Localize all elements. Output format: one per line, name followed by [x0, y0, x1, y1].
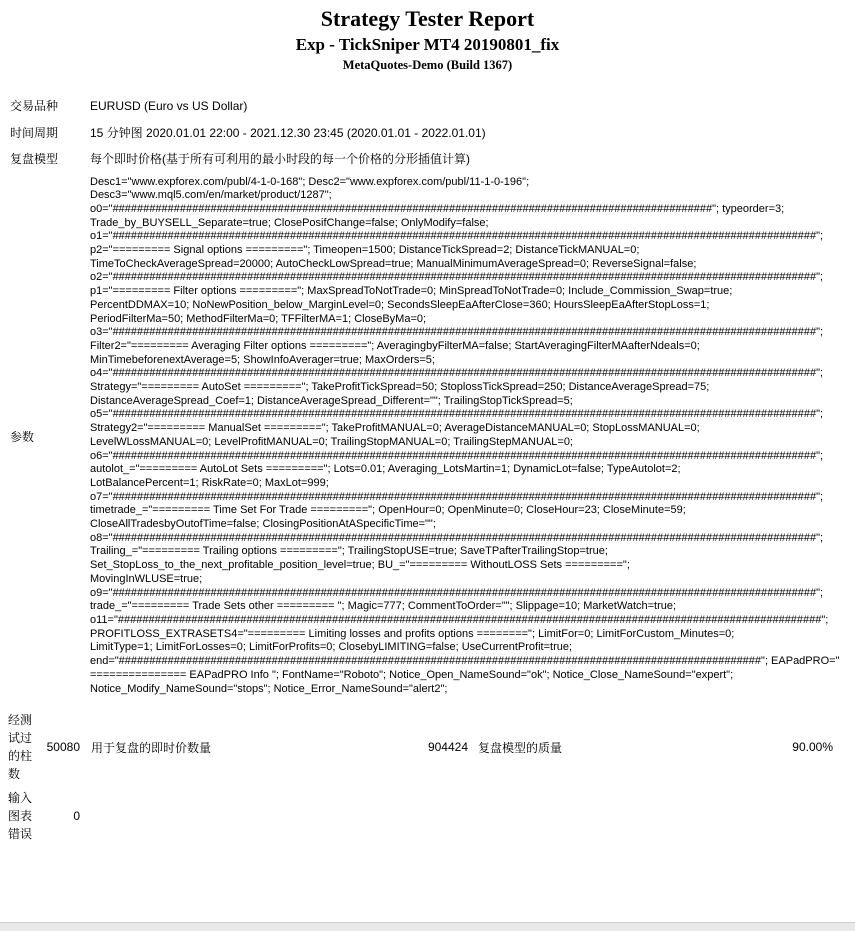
parameter-line: o5="###################################################################################################################";: [90, 408, 824, 421]
parameter-line: end="#########################################################################################################"; EAPadPRO=": [90, 655, 840, 668]
parameter-line: Trailing_="========= Trailing options ========="; TrailingStopUSE=true; SaveTPafterTrailingStop=true;: [90, 545, 608, 558]
model-label: 复盘模型: [10, 152, 59, 166]
parameter-line: PROFITLOSS_EXTRASETS4="========= Limiting losses and profits options ========"; LimitFor=0; LimitForCustom_Minutes=0;: [90, 627, 735, 640]
parameter-line: MovingInWLUSE=true;: [90, 572, 203, 585]
parameter-line: o3="###################################################################################################################";: [90, 326, 824, 339]
bars-in-test-value: 50080: [46, 740, 80, 755]
parameters-label: 参数: [10, 430, 35, 445]
parameter-line: MinTimebeforenextAverage=5; ShowInfoAverager=true; MaxOrders=5;: [90, 353, 435, 366]
parameter-line: timetrade_="========= Time Set For Trade ========="; OpenHour=0; OpenMinute=0; CloseHour=23; CloseMinute=59;: [90, 504, 686, 517]
parameter-line: =============== EAPadPRO Info "; FontName="Roboto"; Notice_Open_NameSound="ok"; Notice_Close_NameSound="expert";: [90, 668, 734, 681]
parameter-line: o11="###################################################################################################################";: [90, 614, 829, 626]
parameter-line: LotBalancePercent=1; RiskRate=0; MaxLot=999;: [90, 476, 329, 489]
parameter-line: autolot_="========= AutoLot Sets ========="; Lots=0.01; Averaging_LotsMartin=1; DynamicLot=false; TypeAutolot=2;: [90, 463, 681, 476]
parameter-line: Strategy="========= AutoSet ========="; TakeProfitTickSpread=50; StoplossTickSpread=250; DistanceAverageSpread=75;: [90, 381, 710, 394]
stats-table: [0, 708, 834, 846]
period-value: 15 分钟图 2020.01.01 22:00 - 2021.12.30 23:45 (2020.01.01 - 2022.01.01): [90, 125, 486, 140]
symbol-label: 交易品种: [10, 99, 59, 113]
ticks-modelled-value: 904424: [427, 740, 468, 755]
parameter-line: DistanceAverageSpread_Coef=1; DistanceAverageSpread_Different=""; TrailingStopTickSpread=5;: [90, 394, 573, 407]
parameter-line: Notice_Modify_NameSound="stops"; Notice_Error_NameSound="alert2";: [90, 682, 448, 695]
mismatched-charts-errors-label: 输入图表错误: [8, 791, 33, 842]
parameter-line: o2="###################################################################################################################";: [90, 271, 824, 284]
mismatched-charts-row: [0, 786, 834, 846]
parameter-line: o9="###################################################################################################################";: [90, 586, 824, 599]
parameter-line: o4="###################################################################################################################";: [90, 367, 824, 380]
model-value: 每个即时价格(基于所有可利用的最小时段的每一个价格的分形插值计算): [90, 152, 470, 166]
parameter-line: Filter2="========= Averaging Filter options ========="; AveragingbyFilterMA=false; StartAveragingFilterMAafterNdeals=0;: [90, 339, 700, 352]
parameter-line: trade_="========= Trade Sets other ========= "; Magic=777; CommentToOrder=""; Slippage=10; MarketWatch=true;: [90, 600, 677, 613]
parameter-line: LevelWLossMANUAL=0; LevelProfitMANUAL=0; TrailingStopMANUAL=0; TrailingStepMANUAL=0;: [90, 435, 573, 448]
horizontal-scrollbar[interactable]: [0, 922, 855, 931]
parameter-line: LimitType=1; LimitForLosses=0; LimitForProfits=0; ClosebyLIMITING=false; UseCurrentProfit=true;: [90, 641, 573, 654]
symbol-value: EURUSD (Euro vs US Dollar): [90, 99, 248, 113]
parameter-line: CloseAllTradesbyOutofTime=false; ClosingPositionAtASpecificTime="";: [90, 518, 436, 531]
period-row: [0, 120, 855, 147]
report-title: Strategy Tester Report: [320, 6, 535, 31]
modelling-quality-label: 复盘模型的质量: [478, 740, 563, 755]
symbol-row: [0, 93, 855, 120]
model-row: [0, 146, 855, 173]
parameter-line: o0="##################################################################################################"; typeorder=3;: [90, 202, 785, 215]
expert-name: Exp - TickSniper MT4 20190801_fix: [295, 35, 560, 54]
parameter-line: PeriodFilterMa=50; MethodFilterMa=0; TFFilterMA=1; CloseByMa=0;: [90, 312, 427, 325]
bars-in-test-label: 经测试过的柱数: [8, 713, 33, 782]
parameter-line: Desc1="www.expforex.com/publ/4-1-0-168"; Desc2="www.expforex.com/publ/11-1-0-196";: [90, 175, 530, 188]
parameter-line: o8="###################################################################################################################";: [90, 531, 824, 544]
parameter-line: PercentDDMAX=10; NoNewPosition_below_MarginLevel=0; SecondsSleepEaAfterClose=360; HoursSleepEaAfterStopLoss=1;: [90, 298, 710, 311]
modelling-quality-value: 90.00%: [792, 740, 833, 755]
parameter-line: Desc3="www.mql5.com/en/market/product/1287";: [90, 189, 332, 202]
server-build: MetaQuotes-Demo (Build 1367): [342, 58, 513, 72]
parameter-line: o6="###################################################################################################################";: [90, 449, 824, 462]
parameter-line: Trade_by_BUYSELL_Separate=true; ClosePosifChange=false; OnlyModify=false;: [90, 216, 489, 229]
parameters-text: [89, 173, 855, 703]
parameter-line: Strategy2="========= ManualSet ========="; TakeProfitMANUAL=0; AverageDistanceMANUAL=0; StopLossMANUAL=0;: [90, 422, 700, 435]
report-header: [0, 0, 855, 73]
parameter-line: o1="###################################################################################################################";: [90, 230, 824, 243]
bars-ticks-quality-row: [0, 708, 834, 786]
period-label: 时间周期: [10, 125, 59, 140]
parameter-line: p2="========= Signal options ========="; Timeopen=1500; DistanceTickSpread=2; DistanceTickMANUAL=0;: [90, 244, 640, 257]
mismatched-charts-errors-value: 0: [73, 809, 80, 824]
parameter-line: TimeToCheckAverageSpread=20000; AutoCheckLowSpread=true; ManualMinimumAverageSpread=0; ReverseSignal=false;: [90, 257, 697, 270]
ticks-modelled-label: 用于复盘的即时价数量: [91, 740, 212, 755]
parameter-line: o7="###################################################################################################################";: [90, 490, 824, 503]
parameter-line: Set_StopLoss_to_the_next_profitable_position_level=true; BU_="========= WithoutLOSS Sets =========";: [90, 559, 630, 572]
parameter-line: p1="========= Filter options ========="; MaxSpreadToNotTrade=0; MinSpreadToNotTrade=0; Include_Commission_Swap=true;: [90, 285, 733, 298]
info-table: [0, 93, 855, 702]
parameters-row: [0, 173, 855, 703]
